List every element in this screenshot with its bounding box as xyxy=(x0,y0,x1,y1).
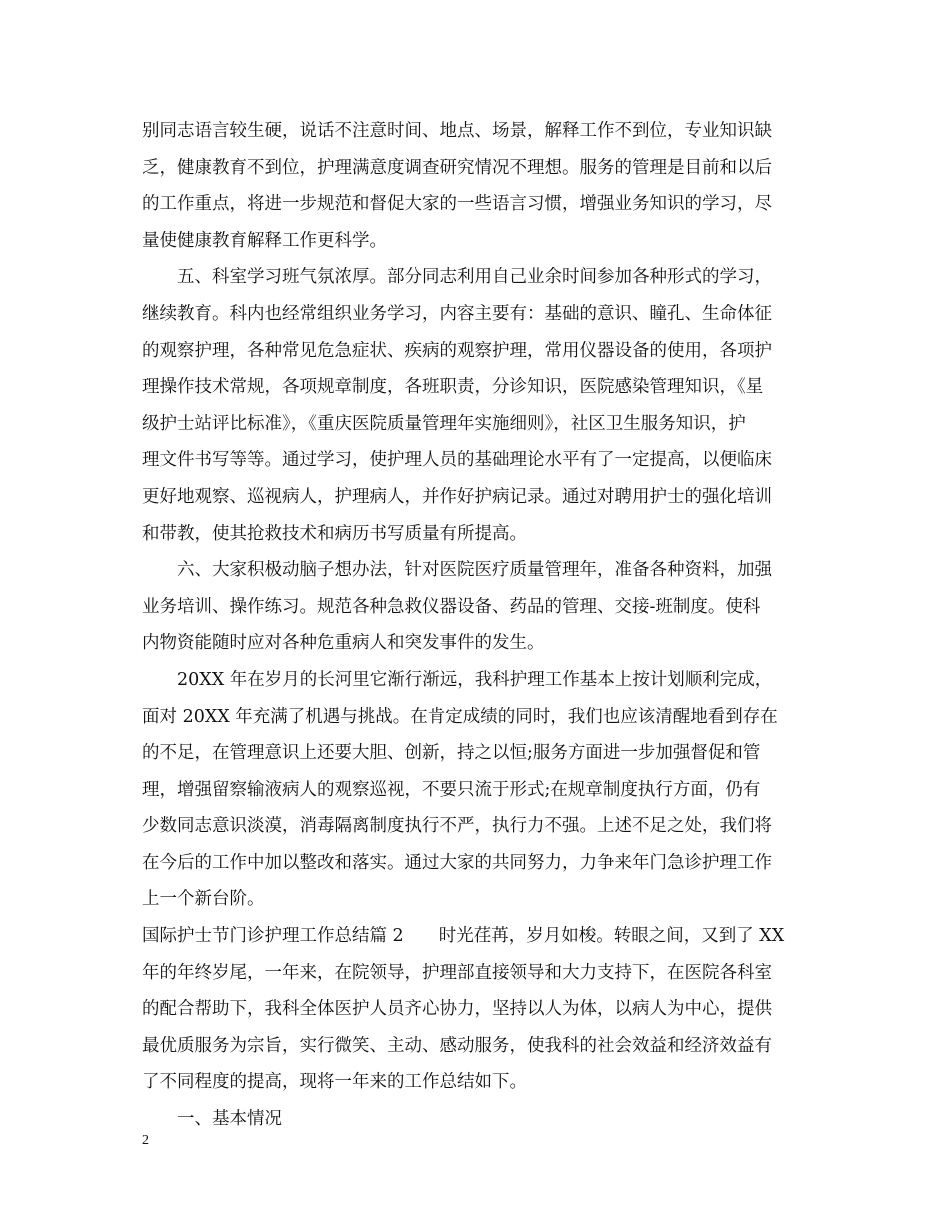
text-line: 最优质服务为宗旨，实行微笑、主动、感动服务，使我科的社会效益和经济效益有 xyxy=(142,1035,772,1056)
text-line: 在今后的工作中加以整改和落实。通过大家的共同努力，力争来年门急诊护理工作 xyxy=(142,852,772,873)
text-line: 理，增强留察输液病人的观察巡视，不要只流于形式;在规章制度执行方面，仍有 xyxy=(142,779,761,800)
subsection-heading: 一、基本情况 xyxy=(177,1109,282,1130)
paragraph-heading-line: 20XX 年在岁月的长河里它渐行渐远，我科护理工作基本上按计划顺利完成， xyxy=(177,669,773,690)
text-line: 上一个新台阶。 xyxy=(142,889,265,910)
text-line: 继续教育。科内也经常组织业务学习，内容主要有：基础的意识、瞳孔、生命体征 xyxy=(142,303,772,324)
text-line: 的观察护理，各种常见危急症状、疾病的观察护理，常用仪器设备的使用，各项护 xyxy=(142,340,772,361)
paragraph-heading-line: 五、科室学习班气氛浓厚。部分同志利用自己业余时间参加各种形式的学习， xyxy=(177,267,772,288)
text-line: 的不足，在管理意识上还要大胆、创新，持之以恒;服务方面进一步加强督促和管 xyxy=(142,743,761,764)
text-line: 业务培训、操作练习。规范各种急救仪器设备、药品的管理、交接-班制度。使科 xyxy=(142,596,761,617)
text-line: 少数同志意识淡漠，消毒隔离制度执行不严，执行力不强。上述不足之处，我们将 xyxy=(142,816,772,837)
text-line: 和带教，使其抢救技术和病历书写质量有所提高。 xyxy=(142,523,527,544)
text-line: 的配合帮助下，我科全体医护人员齐心协力，坚持以人为体，以病人为中心，提供 xyxy=(142,999,772,1020)
text-line: 别同志语言较生硬，说话不注意时间、地点、场景，解释工作不到位，专业知识缺 xyxy=(142,121,772,141)
text-line: 了不同程度的提高，现将一年来的工作总结如下。 xyxy=(142,1072,527,1093)
text-line: 更好地观察、巡视病人，护理病人，并作好护病记录。通过对聘用护士的强化培训 xyxy=(142,486,772,507)
text-line: 理文件书写等等。通过学习，使护理人员的基础理论水平有了一定提高，以便临床 xyxy=(142,450,772,471)
text-line: 理操作技术常规，各项规章制度，各班职责，分诊知识，医院感染管理知识，《星 xyxy=(142,377,764,398)
text-line: 的工作重点，将进一步规范和督促大家的一些语言习惯，增强业务知识的学习，尽 xyxy=(142,194,772,215)
text-line: 内物资能随时应对各种危重病人和突发事件的发生。 xyxy=(142,633,545,654)
document-body xyxy=(142,113,814,1138)
text-line: 量使健康教育解释工作更科学。 xyxy=(142,230,387,251)
text-line: 年的年终岁尾，一年来，在院领导，护理部直接领导和大力支持下，在医院各科室 xyxy=(142,962,772,983)
page-number: 2 xyxy=(142,1133,149,1148)
section-title-line: 国际护士节门诊护理工作总结篇 2 时光荏苒，岁月如梭。转眼之间，又到了 XX xyxy=(142,926,785,947)
text-line: 级护士站评比标准》，《重庆医院质量管理年实施细则》，社区卫生服务知识，护 xyxy=(142,413,746,434)
text-line: 乏，健康教育不到位，护理满意度调查研究情况不理想。服务的管理是目前和以后 xyxy=(142,157,772,178)
paragraph-heading-line: 六、大家积极动脑子想办法，针对医院医疗质量管理年，准备各种资料，加强 xyxy=(177,560,772,581)
text-line: 面对 20XX 年充满了机遇与挑战。在肯定成绩的同时，我们也应该清醒地看到存在 xyxy=(142,706,778,727)
